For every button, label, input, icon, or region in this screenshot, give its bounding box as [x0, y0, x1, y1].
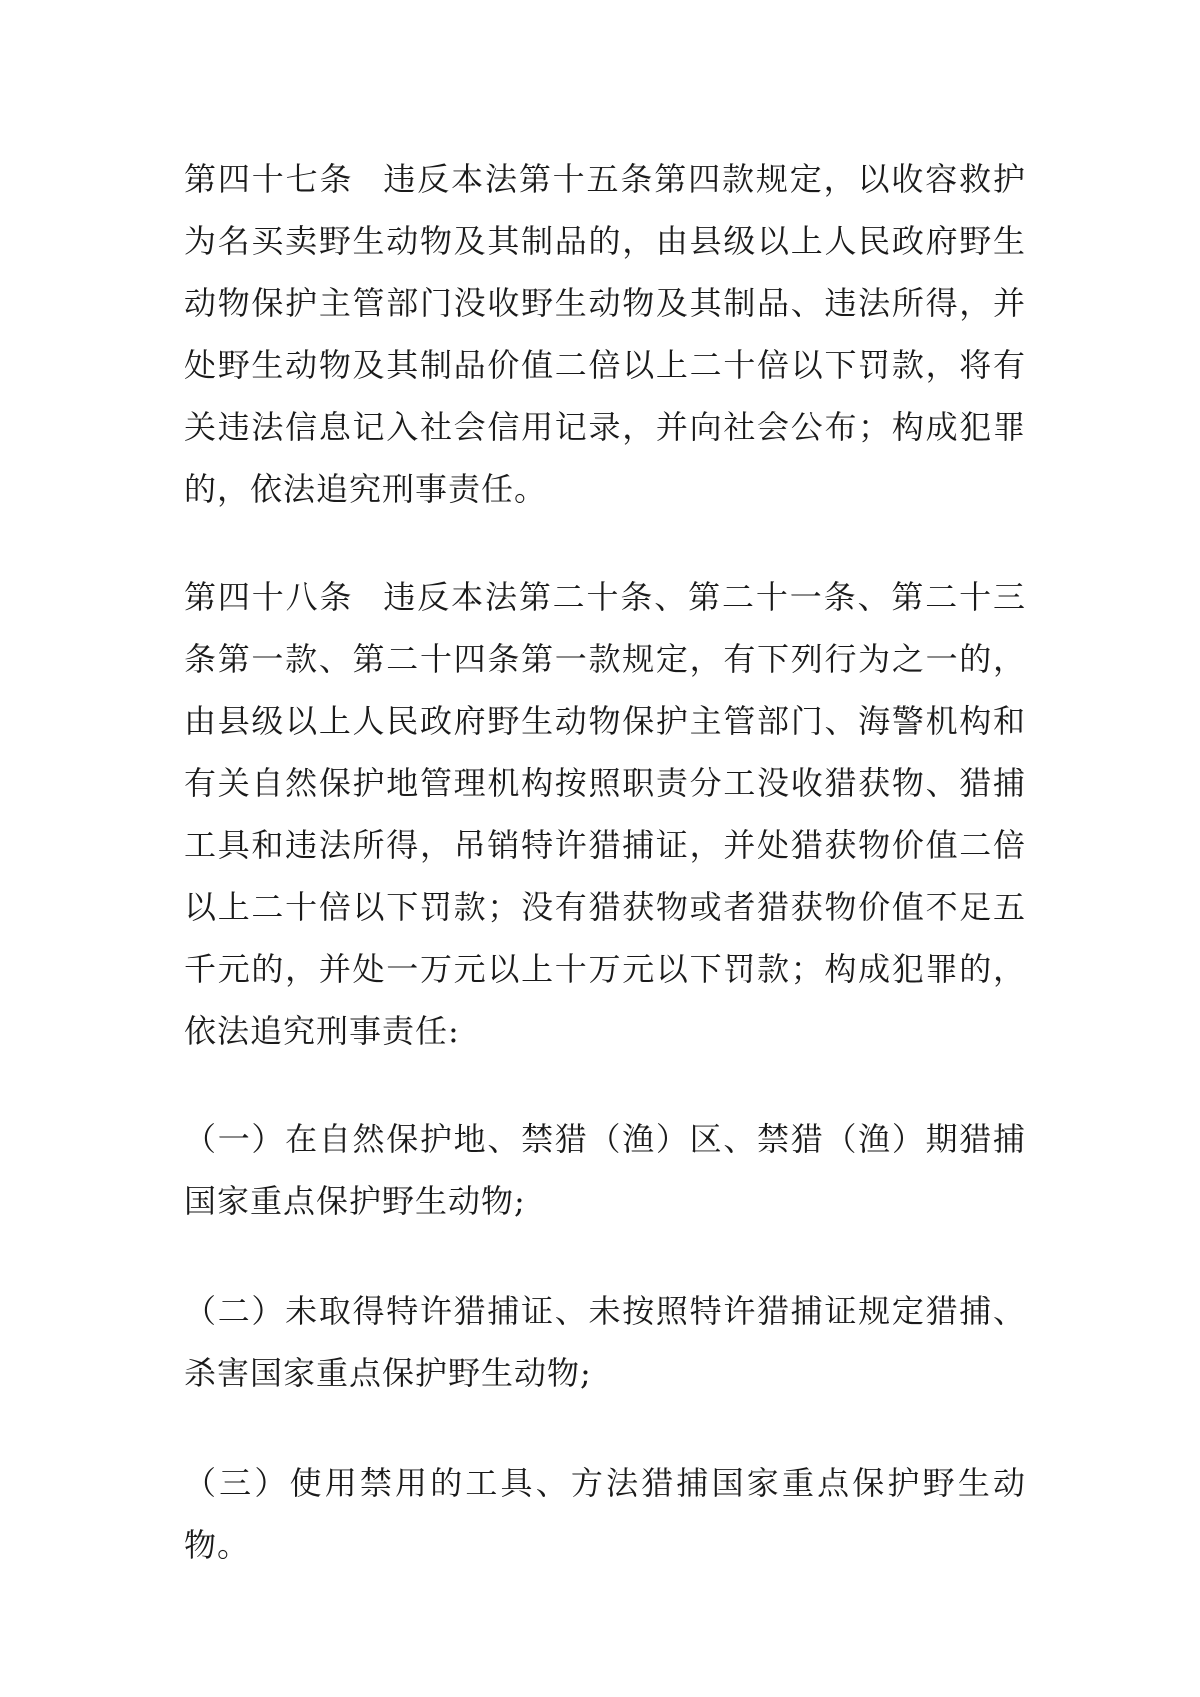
article-text: 违反本法第二十条、第二十一条、第二十三条第一款、第二十四条第一款规定，有下列行为之一的，由县级以上人民政府野生动物保护主管部门、海警机构和有关自然保护地管理机构按照职责分工没收猎获物、猎捕工具和违法所得，吊销特许猎捕证，并处猎获物价值二倍以上二十倍以下罚款；没有猎获物或者猎获物价值不足五千元的，并处一万元以上十万元以下罚款；构成犯罪的，依法追究刑事责任: [184, 578, 1026, 1050]
list-item-3: （三）使用禁用的工具、方法猎捕国家重点保护野生动物。 [184, 1464, 1026, 1564]
article-47 [184, 148, 1026, 520]
article-number: 第四十八条 [184, 578, 354, 616]
article-number: 第四十七条 [184, 160, 354, 198]
article-48 [184, 566, 1026, 1062]
list-item-1: （一）在自然保护地、禁猎（渔）区、禁猎（渔）期猎捕国家重点保护野生动物; [184, 1120, 1026, 1220]
list-item-2: （二）未取得特许猎捕证、未按照特许猎捕证规定猎捕、杀害国家重点保护野生动物; [184, 1292, 1026, 1392]
article-text: 违反本法第十五条第四款规定，以收容救护为名买卖野生动物及其制品的，由县级以上人民政府野生动物保护主管部门没收野生动物及其制品、违法所得，并处野生动物及其制品价值二倍以上二十倍以下罚款，将有关违法信息记入社会信用记录，并向社会公布；构成犯罪的，依法追究刑事责任。 [184, 160, 1026, 508]
document-page [184, 148, 1026, 1576]
